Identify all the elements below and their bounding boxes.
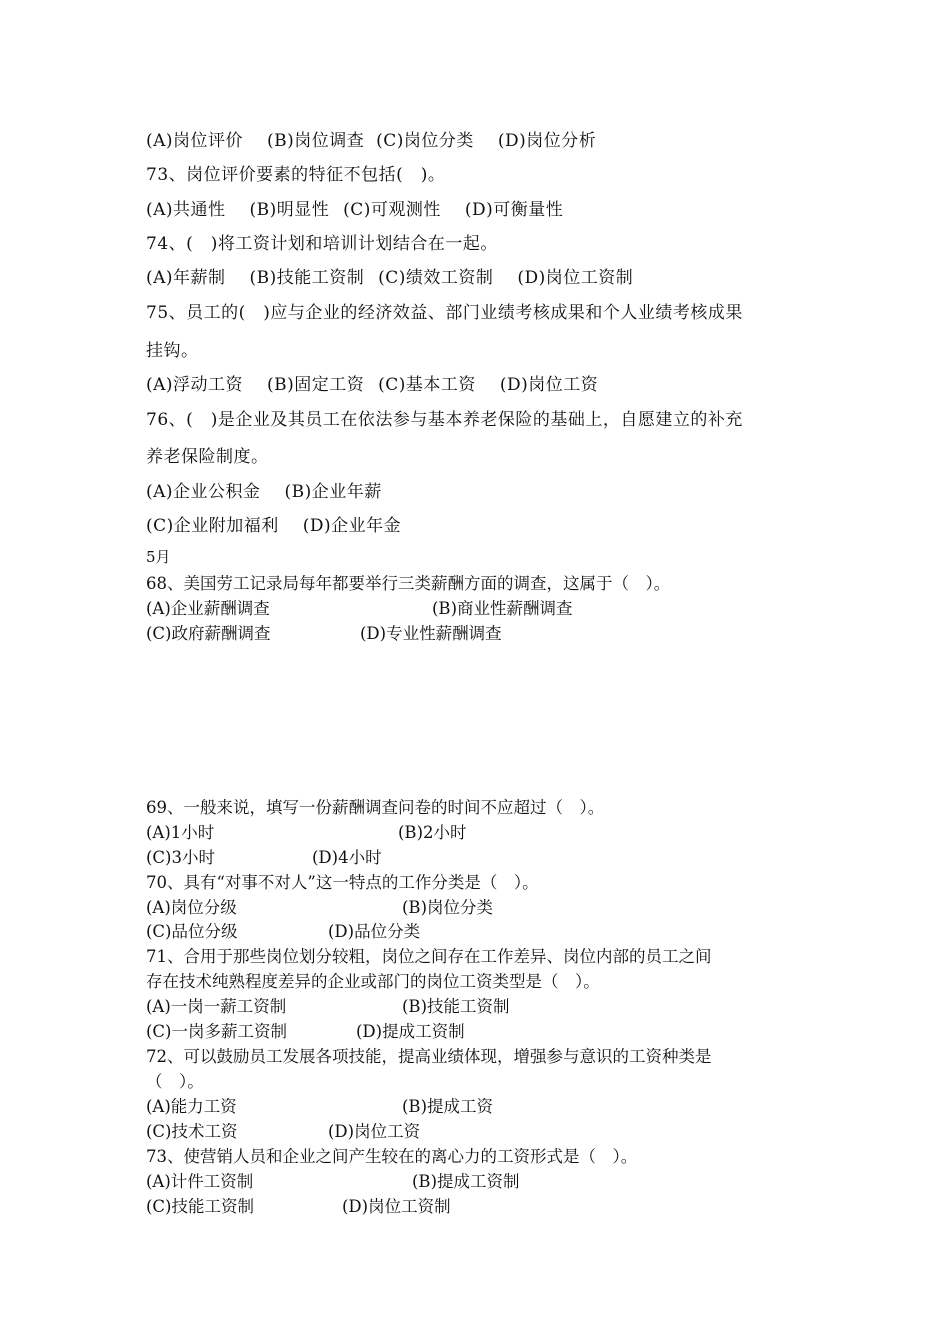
- option-a: (A)1小时: [146, 823, 215, 842]
- option-c: (C)品位分级: [146, 922, 238, 941]
- question-72: 72、可以鼓励员工发展各项技能，提高业绩体现，增强参与意识的工资种类是: [146, 1047, 712, 1066]
- options-row: [146, 195, 563, 220]
- options-row: [146, 620, 502, 644]
- option-b: (B)2小时: [398, 823, 467, 842]
- question-76-cont: 养老保险制度。: [146, 447, 269, 467]
- option-c: (C)岗位分类: [376, 131, 474, 151]
- option-b: (B)企业年薪: [284, 482, 382, 502]
- option-a: (A)浮动工资: [146, 375, 244, 395]
- option-b: (B)明显性: [249, 200, 330, 220]
- option-b: (B)技能工资制: [402, 997, 510, 1016]
- question-73b: 73、使营销人员和企业之间产生较在的离心力的工资形式是（ ）。: [146, 1147, 638, 1166]
- options-row: [146, 511, 401, 536]
- option-d: (D)岗位工资制: [517, 268, 634, 288]
- option-d: (D)可衡量性: [464, 200, 564, 220]
- question-69: 69、一般来说，填写一份薪酬调查问卷的时间不应超过（ ）。: [146, 798, 605, 817]
- option-b: (B)商业性薪酬调查: [432, 599, 573, 618]
- options-row: [146, 370, 598, 395]
- question-72-cont: （ ）。: [146, 1072, 204, 1091]
- option-b: (B)岗位分类: [402, 898, 493, 917]
- option-d: (D)岗位工资: [328, 1122, 421, 1141]
- option-d: (D)提成工资制: [356, 1022, 465, 1041]
- option-d: (D)岗位分析: [497, 131, 597, 151]
- option-a: (A)能力工资: [146, 1097, 237, 1116]
- option-a: (A)年薪制: [146, 268, 226, 288]
- option-a: (A)岗位分级: [146, 898, 237, 917]
- option-c: (C)企业附加福利: [146, 516, 279, 536]
- option-d: (D)企业年金: [302, 516, 402, 536]
- option-a: (A)岗位评价: [146, 131, 244, 151]
- option-a: (A)共通性: [146, 200, 226, 220]
- option-b: (B)技能工资制: [249, 268, 365, 288]
- options-row: [146, 918, 421, 942]
- options-row: [146, 477, 382, 502]
- option-c: (C)可观测性: [343, 200, 441, 220]
- option-b: (B)提成工资: [402, 1097, 493, 1116]
- option-d: (D)岗位工资: [499, 375, 599, 395]
- question-73: 73、岗位评价要素的特征不包括( )。: [146, 165, 446, 185]
- month-label: 5月: [146, 548, 171, 566]
- question-76: 76、( )是企业及其员工在依法参与基本养老保险的基础上，自愿建立的补充: [146, 410, 743, 430]
- option-d: (D)岗位工资制: [342, 1197, 451, 1216]
- options-row: [146, 595, 573, 619]
- options-row: [146, 894, 493, 918]
- options-row: [146, 993, 510, 1017]
- option-c: (C)绩效工资制: [378, 268, 494, 288]
- option-a: (A)一岗一薪工资制: [146, 997, 287, 1016]
- options-row: [146, 1193, 451, 1217]
- question-71: 71、合用于那些岗位划分较粗，岗位之间存在工作差异、岗位内部的员工之间: [146, 947, 712, 966]
- option-c: (C)基本工资: [378, 375, 476, 395]
- options-row: [146, 819, 467, 843]
- option-d: (D)专业性薪酬调查: [360, 624, 502, 643]
- option-d: (D)4小时: [312, 848, 382, 867]
- question-70: 70、具有“对事不对人”这一特点的工作分类是（ ）。: [146, 873, 539, 892]
- question-71-cont: 存在技术纯熟程度差异的企业或部门的岗位工资类型是（ ）。: [146, 972, 600, 991]
- options-row: [146, 263, 633, 288]
- option-a: (A)企业公积金: [146, 482, 261, 502]
- question-75-cont: 挂钩。: [146, 341, 199, 361]
- option-d: (D)品位分类: [328, 922, 421, 941]
- option-a: (A)企业薪酬调查: [146, 599, 270, 618]
- option-b: (B)提成工资制: [412, 1172, 520, 1191]
- options-row: [146, 1093, 493, 1117]
- options-row: [146, 126, 596, 151]
- option-c: (C)一岗多薪工资制: [146, 1022, 287, 1041]
- question-68: 68、美国劳工记录局每年都要举行三类薪酬方面的调查，这属于（ ）。: [146, 574, 671, 593]
- option-a: (A)计件工资制: [146, 1172, 254, 1191]
- question-75: 75、员工的( )应与企业的经济效益、部门业绩考核成果和个人业绩考核成果: [146, 303, 743, 323]
- question-74: 74、( )将工资计划和培训计划结合在一起。: [146, 234, 498, 254]
- option-c: (C)政府薪酬调查: [146, 624, 271, 643]
- options-row: [146, 844, 382, 868]
- option-c: (C)3小时: [146, 848, 215, 867]
- option-b: (B)岗位调查: [266, 131, 365, 151]
- options-row: [146, 1018, 465, 1042]
- option-c: (C)技术工资: [146, 1122, 238, 1141]
- option-b: (B)固定工资: [266, 375, 365, 395]
- options-row: [146, 1118, 421, 1142]
- option-c: (C)技能工资制: [146, 1197, 254, 1216]
- options-row: [146, 1168, 520, 1192]
